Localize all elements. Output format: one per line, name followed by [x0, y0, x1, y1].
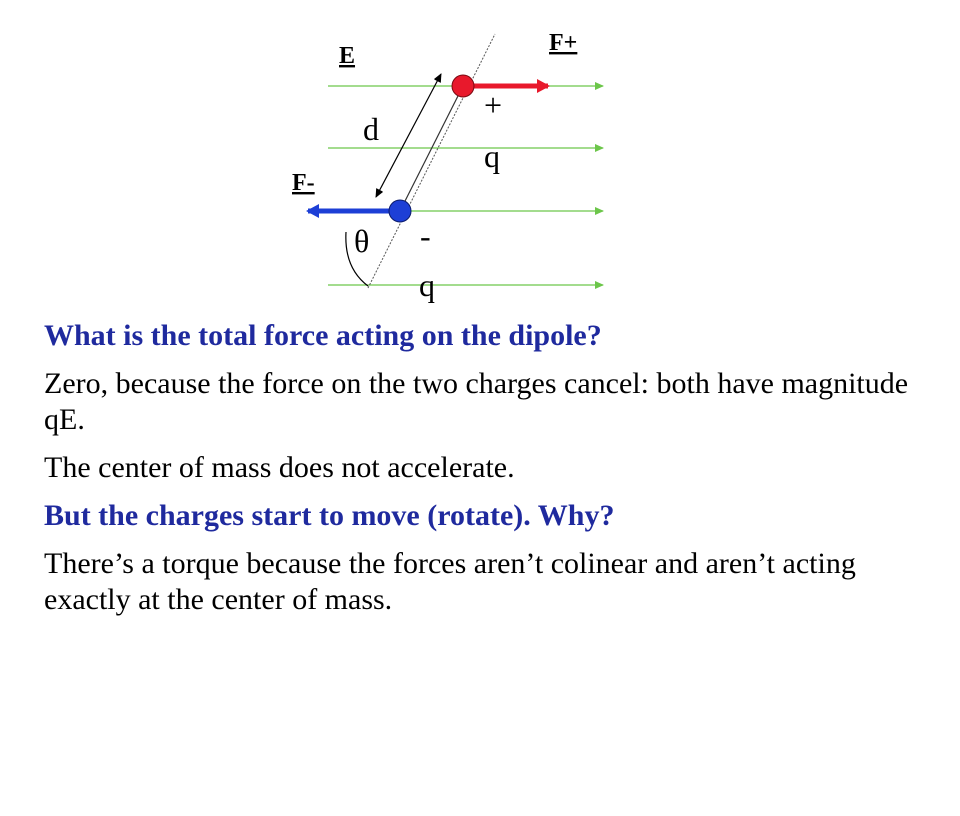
answer-center-of-mass: The center of mass does not accelerate. [44, 451, 515, 484]
slide-text [44, 318, 924, 630]
field-label: E [339, 43, 356, 69]
answer-zero-force: Zero, because the force on the two charges cancel: both have magnitude qE. [44, 367, 909, 436]
force-minus-label: F- [292, 170, 315, 196]
distance-arrow [376, 74, 441, 197]
plus-charge-symbol: q [484, 138, 500, 174]
minus-charge-sign: - [420, 218, 431, 254]
angle-label: θ [354, 223, 370, 259]
answer-torque: There’s a torque because the forces aren’t colinear and aren’t acting exactly at the center of mass. [44, 547, 856, 616]
dipole-axis [368, 34, 495, 288]
question-rotation: But the charges start to move (rotate). Why? [44, 499, 615, 532]
question-total-force: What is the total force acting on the dipole? [44, 319, 602, 352]
dipole-diagram [0, 0, 960, 316]
positive-charge [452, 75, 474, 97]
minus-charge-symbol: q [419, 267, 435, 303]
force-plus-label: F+ [549, 30, 578, 56]
distance-label: d [363, 111, 379, 147]
plus-charge-sign: + [484, 87, 503, 123]
negative-charge [389, 200, 411, 222]
